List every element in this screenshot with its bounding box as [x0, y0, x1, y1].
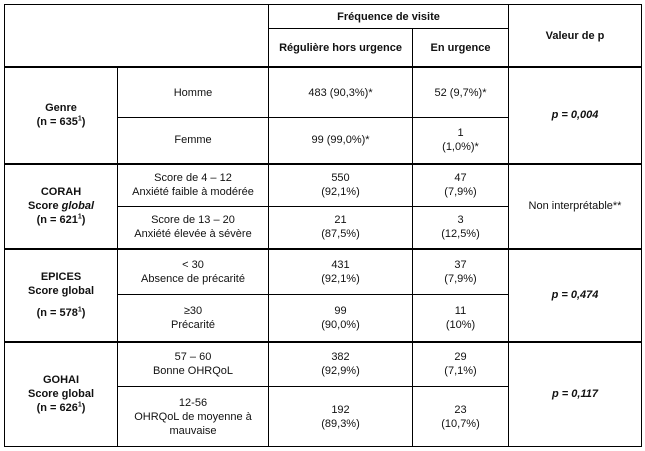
epices-n: $(n = 578^1)$	[36, 306, 86, 320]
header-empty-cell	[5, 5, 269, 68]
genre-name: Genre	[45, 102, 77, 115]
corah-n: $(n = 621^1)$	[36, 213, 86, 227]
genre-homme-emergency: 52 (9,7%)*	[413, 67, 509, 117]
epices-p-value: p = 0,474	[509, 249, 642, 342]
corah-row-2-emergency: 3 (12,5%)	[413, 206, 509, 248]
gohai-row-1	[5, 342, 642, 387]
gohai-row-1-regular: 382 (92,9%)	[269, 342, 413, 387]
gohai-row-1-label: 57 – 60 Bonne OHRQoL	[118, 342, 269, 387]
gohai-group-label	[5, 342, 118, 447]
epices-row-1-label: < 30 Absence de précarité	[118, 249, 269, 294]
gohai-name: GOHAI	[42, 374, 80, 387]
header-emergency: En urgence	[413, 29, 509, 67]
epices-score: Score global	[27, 285, 95, 298]
epices-row-2-label: ≥30 Précarité	[118, 294, 269, 341]
gohai-row-2-emergency: 23 (10,7%)	[413, 387, 509, 447]
frequency-table	[4, 4, 642, 447]
epices-row-1	[5, 249, 642, 294]
corah-score: Score global	[27, 200, 95, 213]
genre-homme-regular: 483 (90,3%)*	[269, 67, 413, 117]
header-visit-frequency: Fréquence de visite	[269, 5, 509, 29]
epices-row-1-emergency: 37 (7,9%)	[413, 249, 509, 294]
gohai-n: $(n = 626^1)$	[36, 401, 86, 415]
header-regular: Régulière hors urgence	[269, 29, 413, 67]
epices-row-2-regular: 99 (90,0%)	[269, 294, 413, 341]
corah-p-value: Non interprétable**	[509, 164, 642, 249]
gohai-p-value: p = 0,117	[509, 342, 642, 447]
corah-row-1-emergency: 47 (7,9%)	[413, 164, 509, 206]
corah-row-2-regular: 21 (87,5%)	[269, 206, 413, 248]
epices-row-1-regular: 431 (92,1%)	[269, 249, 413, 294]
genre-homme-label: Homme	[118, 67, 269, 117]
epices-group-label	[5, 249, 118, 342]
corah-row-2-label: Score de 13 – 20 Anxiété élevée à sévère	[118, 206, 269, 248]
corah-row-1	[5, 164, 642, 206]
corah-row-1-regular: 550 (92,1%)	[269, 164, 413, 206]
gohai-score: Score global	[27, 388, 95, 401]
genre-group-label	[5, 67, 118, 164]
genre-row-homme	[5, 67, 642, 117]
genre-femme-label: Femme	[118, 118, 269, 164]
genre-femme-emergency: 1 (1,0%)*	[413, 118, 509, 164]
corah-row-1-label: Score de 4 – 12 Anxiété faible à modérée	[118, 164, 269, 206]
header-row-1	[5, 5, 642, 29]
header-p-value: Valeur de p	[509, 5, 642, 68]
genre-femme-regular: 99 (99,0%)*	[269, 118, 413, 164]
corah-group-label	[5, 164, 118, 249]
genre-n: $(n = 635^1)$	[36, 115, 86, 129]
genre-p-value: p = 0,004	[509, 67, 642, 164]
corah-name: CORAH	[40, 186, 82, 199]
gohai-row-1-emergency: 29 (7,1%)	[413, 342, 509, 387]
epices-row-2-emergency: 11 (10%)	[413, 294, 509, 341]
epices-name: EPICES	[40, 271, 82, 284]
gohai-row-2-regular: 192 (89,3%)	[269, 387, 413, 447]
gohai-row-2-label: 12-56 OHRQoL de moyenne à mauvaise	[118, 387, 269, 447]
